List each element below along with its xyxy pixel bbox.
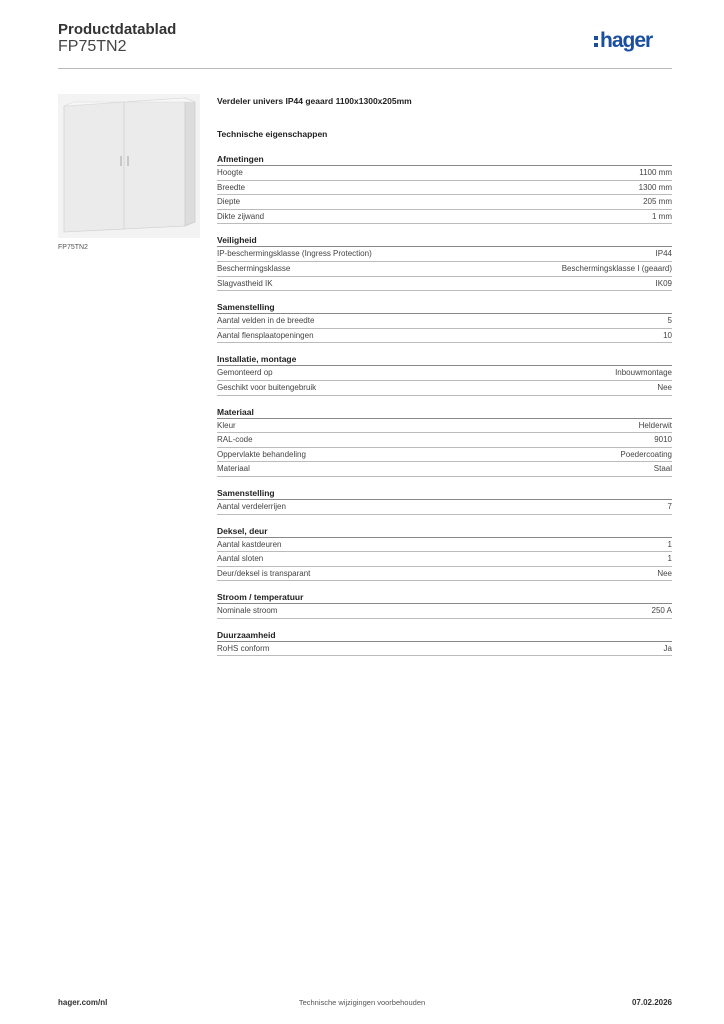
spec-row bbox=[217, 462, 672, 477]
spec-row bbox=[217, 604, 672, 619]
spec-label: Aantal velden in de breedte bbox=[217, 316, 315, 326]
product-title: Verdeler univers IP44 geaard 1100x1300x205mm bbox=[217, 96, 412, 106]
spec-label: Geschikt voor buitengebruik bbox=[217, 382, 317, 392]
spec-section bbox=[217, 486, 672, 515]
spec-row bbox=[217, 314, 672, 329]
spec-label: Oppervlakte behandeling bbox=[217, 449, 306, 459]
logo-wordmark: hager bbox=[600, 29, 653, 52]
spec-row bbox=[217, 381, 672, 396]
spec-value: IP44 bbox=[655, 249, 672, 259]
spec-row bbox=[217, 538, 672, 553]
spec-section bbox=[217, 300, 672, 343]
spec-row bbox=[217, 262, 672, 277]
spec-label: Hoogte bbox=[217, 168, 243, 177]
spec-label: RoHS conform bbox=[217, 643, 270, 653]
section-title: Afmetingen bbox=[217, 152, 672, 166]
spec-section bbox=[217, 152, 672, 224]
tech-heading: Technische eigenschappen bbox=[217, 129, 328, 139]
spec-value: Staal bbox=[653, 464, 672, 474]
spec-row bbox=[217, 181, 672, 196]
hager-logo bbox=[594, 28, 674, 54]
spec-row bbox=[217, 500, 672, 515]
section-title: Stroom / temperatuur bbox=[217, 590, 672, 604]
spec-value: 1 bbox=[667, 539, 672, 549]
spec-value: 250 A bbox=[651, 606, 672, 616]
spec-label: Gemonteerd op bbox=[217, 368, 273, 378]
spec-row bbox=[217, 567, 672, 582]
spec-value: Beschermingsklasse I (geaard) bbox=[561, 263, 672, 273]
spec-value: 1 mm bbox=[652, 211, 672, 221]
photo-caption: FP75TN2 bbox=[58, 244, 88, 251]
spec-section bbox=[217, 524, 672, 582]
spec-section bbox=[217, 590, 672, 619]
section-title: Veiligheid bbox=[217, 233, 672, 247]
spec-row bbox=[217, 419, 672, 434]
spec-row bbox=[217, 448, 672, 463]
spec-label: Kleur bbox=[217, 420, 236, 430]
section-title: Installatie, montage bbox=[217, 352, 672, 366]
spec-label: Diepte bbox=[217, 197, 241, 207]
spec-value: 1100 mm bbox=[639, 168, 672, 177]
spec-value: Nee bbox=[657, 568, 672, 578]
product-content bbox=[217, 96, 672, 656]
product-code: FP75TN2 bbox=[58, 38, 127, 55]
spec-value: 205 mm bbox=[643, 197, 672, 207]
spec-row bbox=[217, 166, 672, 181]
footer-website[interactable]: hager.com/nl bbox=[58, 998, 108, 1007]
spec-value: Helderwit bbox=[638, 420, 672, 430]
spec-row bbox=[217, 366, 672, 381]
spec-row bbox=[217, 195, 672, 210]
footer-date: 07.02.2026 bbox=[631, 998, 672, 1007]
footer-disclaimer: Technische wijzigingen voorbehouden bbox=[298, 998, 426, 1007]
spec-value: 1 bbox=[667, 554, 672, 564]
spec-value: 5 bbox=[667, 316, 672, 326]
spec-label: Materiaal bbox=[217, 464, 250, 474]
spec-value: 9010 bbox=[654, 435, 672, 445]
spec-section bbox=[217, 233, 672, 291]
spec-label: Deur/deksel is transparant bbox=[217, 568, 311, 578]
spec-sections bbox=[217, 152, 672, 656]
spec-label: Dikte zijwand bbox=[217, 211, 265, 221]
spec-row bbox=[217, 642, 672, 657]
section-title: Materiaal bbox=[217, 405, 672, 419]
spec-section bbox=[217, 405, 672, 477]
spec-row bbox=[217, 277, 672, 292]
spec-label: Beschermingsklasse bbox=[217, 263, 291, 273]
spec-value: 7 bbox=[667, 501, 672, 511]
product-photo bbox=[58, 94, 200, 238]
spec-value: 1300 mm bbox=[638, 182, 672, 192]
spec-label: Aantal sloten bbox=[217, 554, 264, 564]
spec-value: Inbouwmontage bbox=[615, 368, 672, 378]
spec-value: Ja bbox=[663, 643, 672, 653]
spec-value: IK09 bbox=[655, 278, 672, 288]
spec-label: Breedte bbox=[217, 182, 246, 192]
spec-row bbox=[217, 247, 672, 262]
spec-value: Poedercoating bbox=[620, 449, 672, 459]
spec-label: RAL-code bbox=[217, 435, 253, 445]
spec-row bbox=[217, 433, 672, 448]
section-title: Duurzaamheid bbox=[217, 628, 672, 642]
spec-label: Nominale stroom bbox=[217, 606, 278, 616]
page-title: Productdatablad bbox=[58, 21, 177, 38]
spec-section bbox=[217, 628, 672, 657]
spec-row bbox=[217, 329, 672, 344]
spec-label: Slagvastheid IK bbox=[217, 278, 273, 288]
spec-label: IP-beschermingsklasse (Ingress Protection) bbox=[217, 249, 372, 259]
section-title: Samenstelling bbox=[217, 486, 672, 500]
spec-label: Aantal kastdeuren bbox=[217, 539, 282, 549]
spec-label: Aantal verdelerrijen bbox=[217, 501, 286, 511]
header-divider bbox=[58, 68, 672, 69]
spec-row bbox=[217, 210, 672, 225]
spec-value: 10 bbox=[663, 330, 672, 340]
section-title: Deksel, deur bbox=[217, 524, 672, 538]
spec-row bbox=[217, 552, 672, 567]
spec-section bbox=[217, 352, 672, 395]
section-title: Samenstelling bbox=[217, 300, 672, 314]
spec-label: Aantal flensplaatopeningen bbox=[217, 330, 314, 340]
spec-value: Nee bbox=[657, 382, 672, 392]
